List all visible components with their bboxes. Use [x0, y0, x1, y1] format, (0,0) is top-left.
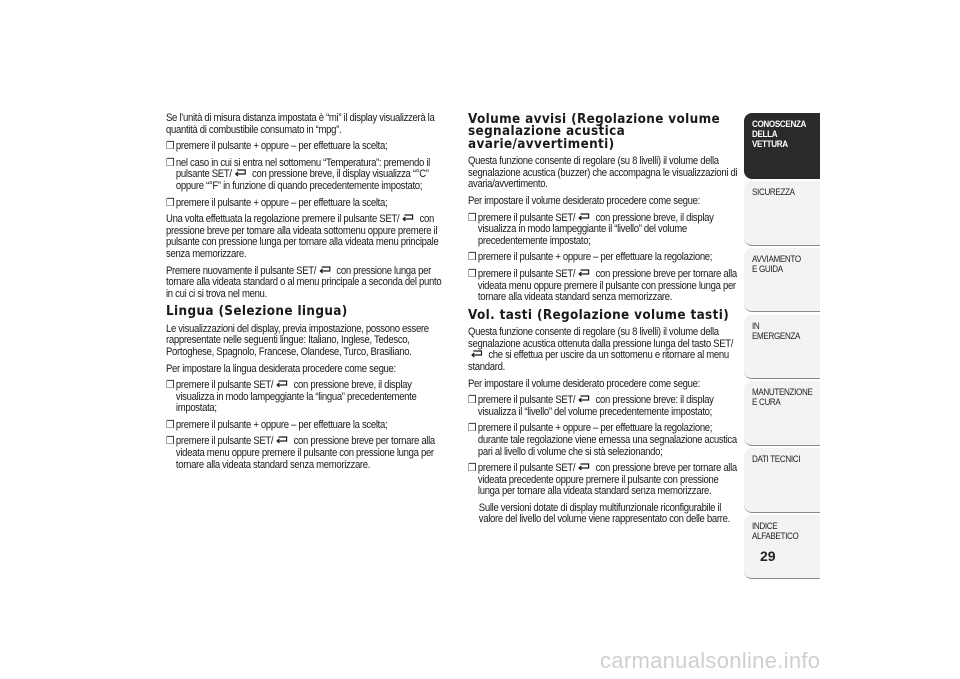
checkbox-bullet-icon: ❒ [166, 418, 175, 431]
list-item [166, 380, 445, 415]
list-item [468, 269, 738, 304]
checkbox-bullet-icon: ❒ [468, 211, 477, 224]
paragraph [166, 266, 445, 301]
list-item [166, 158, 445, 193]
return-arrow-icon [234, 169, 247, 178]
paragraph: Le visualizzazioni del display, previa impostazione, possono essere rappresentate nelle seguenti lingue: Italiano, Inglese, Tedesco, Portoghese, Spagnolo, Francese, Olandese, Turco, Brasiliano. [166, 322, 429, 358]
intro-paragraph: Se l’unità di misura distanza impostata è “mi” il display visualizzerà la quantità di combustibile consumato in “mpg”. [166, 112, 435, 136]
paragraph [166, 214, 445, 260]
checkbox-bullet-icon: ❒ [166, 140, 175, 153]
tab-sicurezza[interactable] [744, 181, 820, 246]
tab-label: AVVIAMENTO E GUIDA [752, 253, 801, 275]
list-item [468, 395, 738, 418]
checkbox-bullet-icon: ❒ [468, 422, 477, 435]
tab-label: IN EMERGENZA [752, 320, 801, 342]
paragraph-text: Una volta effettuata la regolazione premere il pulsante SET/ [166, 213, 400, 226]
list-item-text: premere il pulsante SET/ [175, 435, 274, 448]
tab-indice-alfabetico[interactable] [744, 515, 820, 580]
section-heading: Lingua (Selezione lingua) [166, 304, 348, 320]
list-item-text: con pressione breve per tornare alla videata precedente oppure premere il pulsante con pressione lunga per tornare alla videata standard senza memorizzare. [477, 462, 737, 498]
list-item-text: nel caso in cui si entra nel sottomenu “Temperatura”: premendo il pulsante SET/ [175, 156, 430, 181]
list-item [166, 420, 445, 432]
checkbox-bullet-icon: ❒ [166, 435, 175, 448]
list-item-text: con pressione breve per tornare alla videata menu oppure premere il pulsante con pressione lunga per tornare alla videata standard senza memorizzare. [477, 267, 737, 304]
list-item [166, 436, 445, 471]
paragraph-text: Premere nuovamente il pulsante SET/ [166, 264, 317, 277]
right-column [468, 114, 738, 531]
paragraph: Per impostare la lingua desiderata procedere come segue: [166, 362, 396, 375]
watermark: carmanualsonline.info [600, 648, 821, 673]
return-arrow-icon [578, 395, 591, 404]
checkbox-bullet-icon: ❒ [468, 462, 477, 475]
left-column [166, 113, 445, 476]
list-item [166, 198, 445, 210]
paragraph-text: con pressione lunga per tornare alla videata standard o al menu principale a seconda del punto in cui ci si trova nel menu. [166, 264, 442, 300]
section-heading: Vol. tasti (Regolazione volume tasti) [468, 307, 730, 323]
list-item-text: premere il pulsante + oppure – per effettuare la regolazione; durante tale regolazione viene emessa una segnalazione acustica pari al livello di volume che si stà selezionando; [477, 422, 737, 458]
checkbox-bullet-icon: ❒ [468, 394, 477, 407]
list-item-text: con pressione breve, il display visualizza in modo lampeggiante il “livello” del volume precedentemente impostato; [477, 211, 714, 247]
paragraph-text: con pressione breve per tornare alla videata sottomenu oppure premere il pulsante con pressione lunga per tornare alla videata menu principale senza memorizzare. [166, 213, 439, 260]
list-item-text: con pressione breve: il display visualizza il “livello” del volume precedentemente impostato; [477, 394, 714, 418]
page-number: 29 [760, 548, 776, 564]
checkbox-bullet-icon: ❒ [468, 267, 477, 280]
list-item [468, 423, 738, 458]
chapter-tabs [744, 113, 820, 582]
paragraph: Per impostare il volume desiderato procedere come segue: [468, 377, 700, 390]
paragraph [468, 327, 738, 373]
return-arrow-icon [578, 213, 591, 222]
list-item-text: premere il pulsante + oppure – per effettuare la regolazione; [477, 251, 713, 264]
tab-dati-tecnici[interactable] [744, 448, 820, 513]
list-item-text: premere il pulsante SET/ [477, 267, 576, 280]
list-item [468, 213, 738, 248]
return-arrow-icon [319, 266, 332, 275]
list-item-text: premere il pulsante SET/ [477, 394, 576, 407]
list-item-text: premere il pulsante SET/ [175, 379, 274, 392]
tab-label: INDICE ALFABETICO [752, 520, 799, 542]
checkbox-bullet-icon: ❒ [468, 251, 477, 264]
paragraph: Per impostare il volume desiderato procedere come segue: [468, 195, 700, 207]
paragraph-text: che si effettua per uscire da un sottomenu e ritornare al menu standard. [468, 349, 729, 373]
return-arrow-icon [276, 380, 289, 389]
list-item-text: con pressione breve, il display visualizza in modo lampeggiante la “lingua” precedentemente impostata; [175, 379, 417, 415]
checkbox-bullet-icon: ❒ [166, 379, 175, 392]
list-item-text: premere il pulsante + oppure – per effettuare la scelta; [175, 140, 388, 153]
tab-label: DATI TECNICI [752, 454, 801, 466]
list-item [468, 463, 738, 498]
return-arrow-icon [578, 463, 591, 472]
tab-label: CONOSCENZA DELLA VETTURA [752, 119, 806, 150]
checkbox-bullet-icon: ❒ [166, 156, 175, 169]
tab-avviamento-e-guida[interactable] [744, 248, 820, 313]
paragraph-text: Questa funzione consente di regolare (su 8 livelli) il volume della segnalazione acustica ottenuta dalla pressione lunga del tasto SET/ [468, 326, 734, 350]
note-paragraph: Sulle versioni dotate di display multifunzionale riconfigurabile il valore del livello del volume viene rappresentato con delle barre. [478, 501, 730, 526]
return-arrow-icon [402, 214, 415, 223]
tab-label: SICUREZZA [752, 187, 795, 198]
list-item-text: con pressione breve per tornare alla videata menu oppure premere il pulsante con pressione lunga per tornare alla videata standard senza memorizzare. [175, 435, 435, 471]
list-item [166, 141, 445, 153]
list-item-text: premere il pulsante SET/ [477, 211, 576, 224]
tab-conoscenza-della-vettura[interactable] [744, 113, 820, 179]
list-item-text: premere il pulsante + oppure – per effettuare la scelta; [175, 418, 388, 431]
list-item [468, 252, 738, 264]
tab-manutenzione-e-cura[interactable] [744, 381, 820, 446]
return-arrow-icon [276, 436, 289, 445]
paragraph: Questa funzione consente di regolare (su 8 livelli) il volume della segnalazione acustica (buzzer) che accompagna le visualizzazioni di avaria/avvertimento. [468, 155, 738, 191]
checkbox-bullet-icon: ❒ [166, 196, 175, 209]
return-arrow-icon [471, 350, 484, 359]
list-item-text: premere il pulsante SET/ [477, 462, 576, 475]
section-heading: Volume avvisi (Regolazione volume segnalazione acustica avarie/avvertimenti) [468, 112, 721, 152]
list-item-text: con pressione breve, il display visualizza “°C” oppure “°F” in funzione di quando precedentemente impostato; [175, 168, 429, 192]
tab-label: MANUTENZIONE E CURA [752, 387, 813, 409]
list-item-text: premere il pulsante + oppure – per effettuare la scelta; [175, 196, 388, 209]
tab-in-emergenza[interactable] [744, 315, 820, 380]
return-arrow-icon [578, 269, 591, 278]
